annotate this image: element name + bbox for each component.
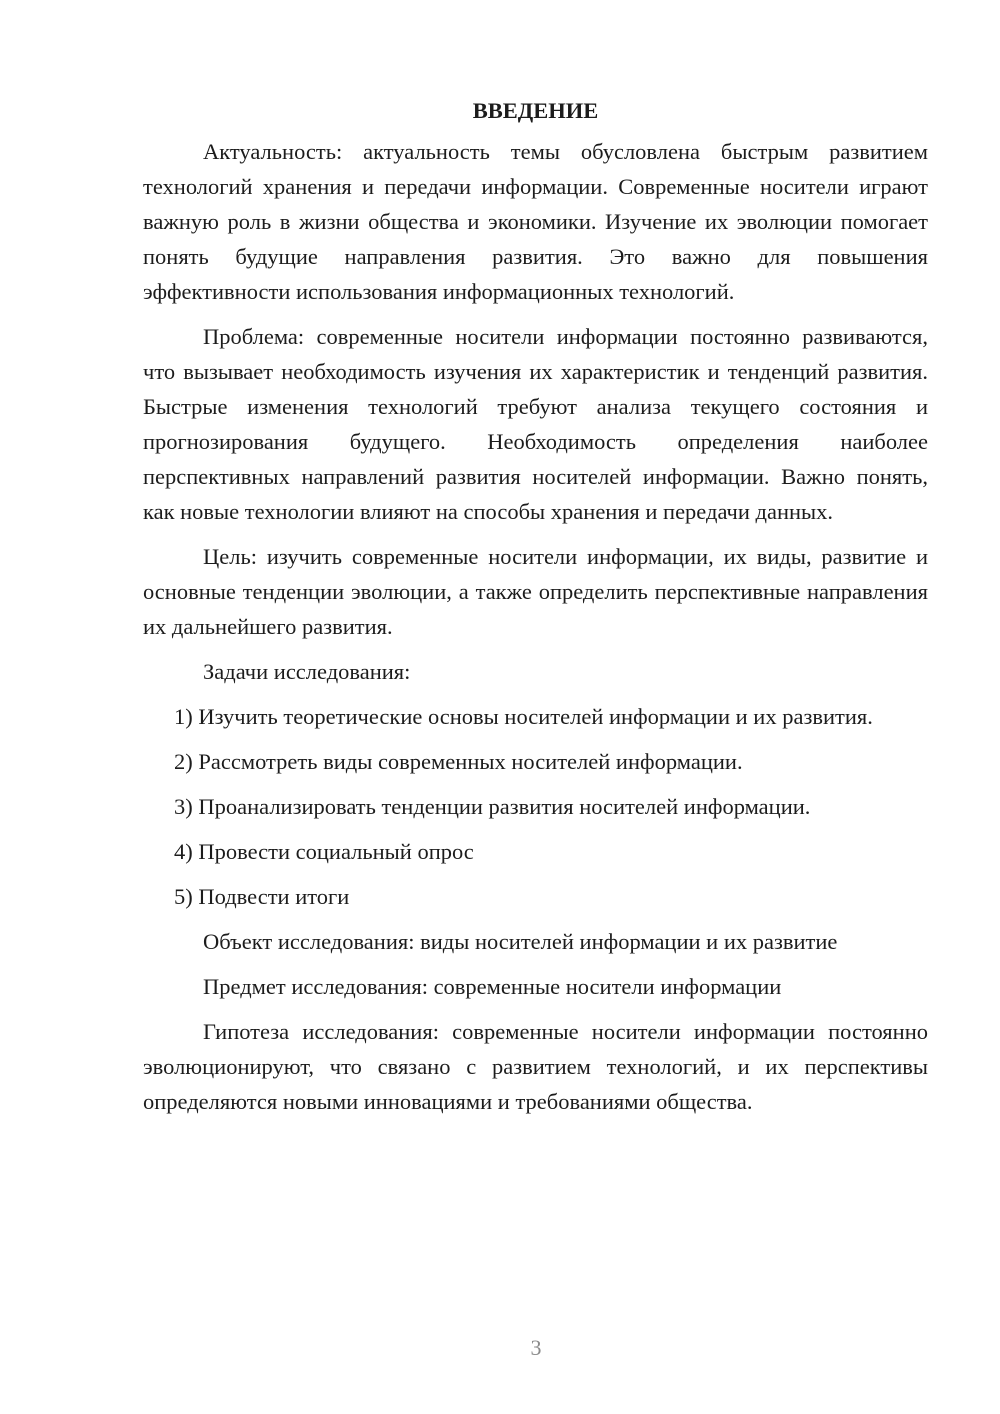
research-object: Объект исследования: виды носителей информации и их развитие — [203, 929, 838, 954]
goal-paragraph: Цель: изучить современные носители информации, их виды, развитие и основные тенденции эволюции, а также определить перспективные направления их дальнейшего развития. — [143, 544, 928, 639]
task-item: 2) Рассмотреть виды современных носителей информации. — [174, 749, 743, 774]
research-subject: Предмет исследования: современные носители информации — [203, 974, 782, 999]
problem-paragraph: Проблема: современные носители информации постоянно развиваются, что вызывает необходимость изучения их характеристик и тенденций развития. Быстрые изменения технологий требуют анализа текущего состояния и прогнозирования будущего. Необходимость определения наиболее перспективных направлений развития носителей информации. Важно понять, как новые технологии влияют на способы хранения и передачи данных. — [143, 324, 928, 524]
task-item: 5) Подвести итоги — [174, 884, 350, 909]
tasks-heading: Задачи исследования: — [203, 659, 411, 684]
page-number: 3 — [530, 1335, 542, 1360]
page-title: ВВЕДЕНИЕ — [472, 98, 599, 123]
page-content — [143, 93, 928, 1129]
task-item: 1) Изучить теоретические основы носителей информации и их развития. — [174, 704, 873, 729]
task-item: 4) Провести социальный опрос — [174, 839, 474, 864]
research-hypothesis: Гипотеза исследования: современные носители информации постоянно эволюционируют, что связано с развитием технологий, и их перспективы определяются новыми инновациями и требованиями общества. — [143, 1019, 928, 1114]
relevance-paragraph: Актуальность: актуальность темы обусловлена быстрым развитием технологий хранения и передачи информации. Современные носители играют важную роль в жизни общества и экономики. Изучение их эволюции помогает понять будущие направления развития. Это важно для повышения эффективности использования информационных технологий. — [143, 139, 928, 304]
task-item: 3) Проанализировать тенденции развития носителей информации. — [174, 794, 811, 819]
